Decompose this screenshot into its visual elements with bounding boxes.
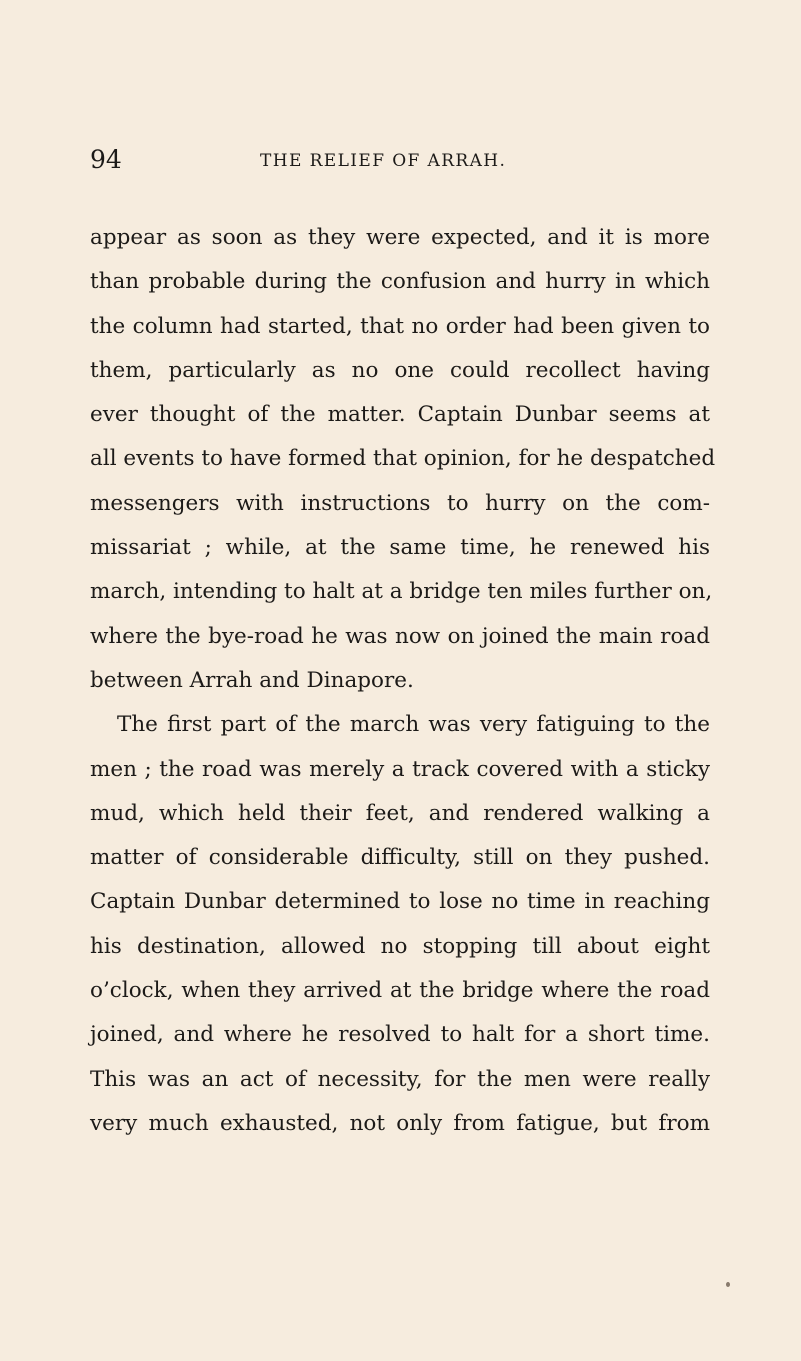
text-line: o’clock, when they arrived at the bridge where the road [90,978,710,1004]
text-line: Captain Dunbar determined to lose no time in reaching [90,889,710,915]
text-line: them, particularly as no one could recollect having [90,357,710,383]
text-line: between Arrah and Dinapore. [90,667,414,693]
text-line: appear as soon as they were expected, and it is more [90,225,710,250]
text-line: all events to have formed that opinion, for he despatched [90,446,716,472]
running-title: THE RELIEF OF ARRAH. [260,151,507,171]
text-line: where the bye-road he was now on joined the main road [90,623,710,649]
text-line: matter of considerable difficulty, still on they pushed. [90,845,710,871]
text-line: mud, which held their feet, and rendered walking a [90,800,710,826]
text-line: very much exhausted, not only from fatigue, but from [90,1110,710,1136]
text-line: the column had started, that no order had been given to [90,313,710,339]
text-line: The first part of the march was very fatiguing to the [117,712,710,738]
text-line: march, intending to halt at a bridge ten miles further on, [90,579,713,605]
text-line: This was an act of necessity, for the men were really [90,1066,710,1092]
ink-speck [726,1282,730,1287]
page-header [90,145,720,175]
text-line: missariat ; while, at the same time, he renewed his [90,535,710,561]
text-line: than probable during the confusion and hurry in which [90,269,710,295]
text-line: joined, and where he resolved to halt for a short time. [90,1022,710,1048]
text-line: men ; the road was merely a track covered with a sticky [90,756,710,782]
page-number: 94 [90,145,122,174]
text-line: messengers with instructions to hurry on the com- [90,490,710,516]
text-line: his destination, allowed no stopping till about eight [90,933,710,959]
body-text [90,216,716,1146]
text-line: ever thought of the matter. Captain Dunbar seems at [90,402,710,428]
